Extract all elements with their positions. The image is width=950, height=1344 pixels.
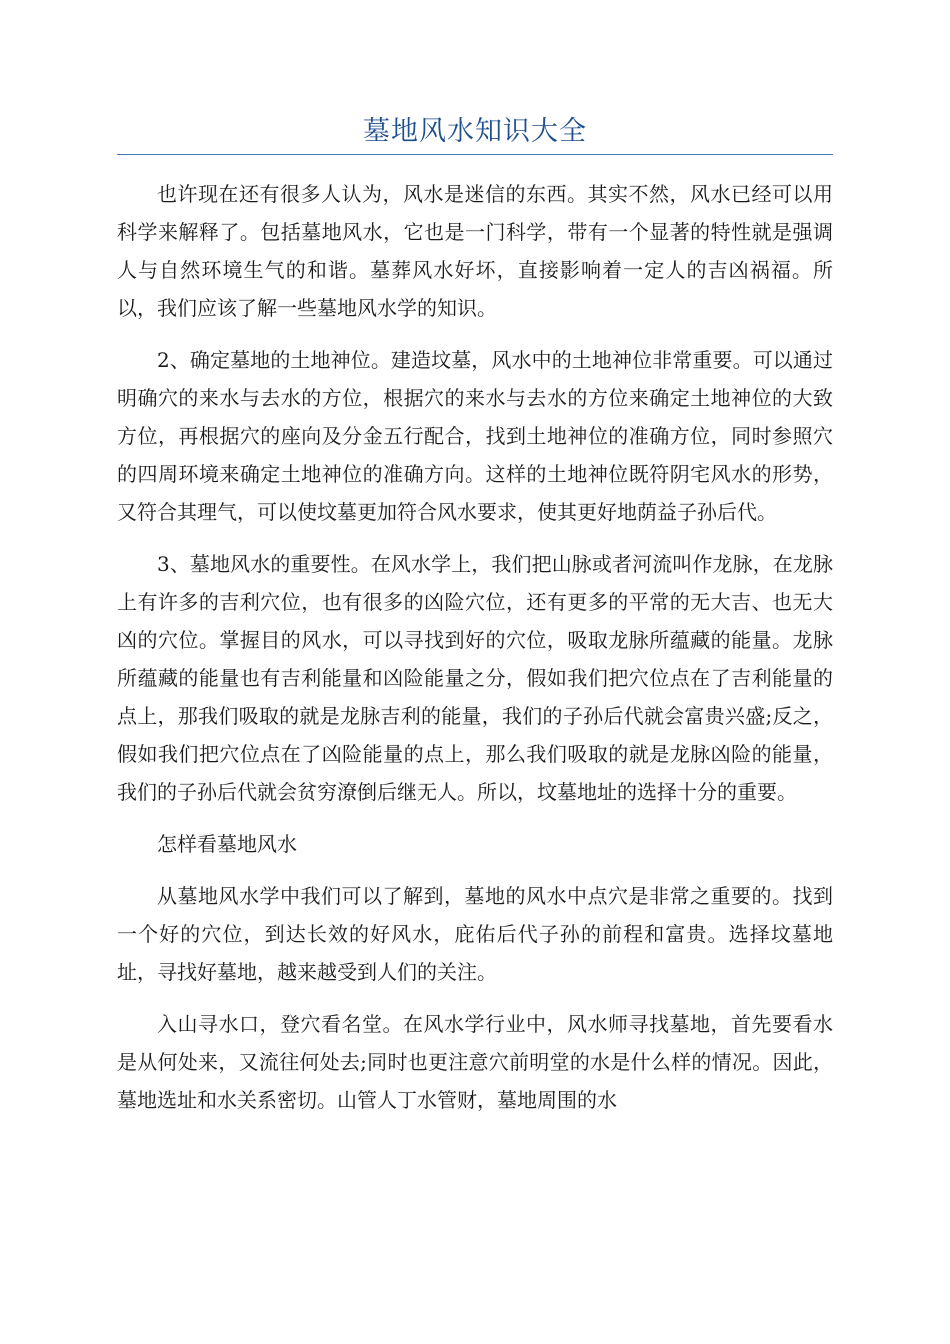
paragraph-water-mouth: 入山寻水口，登穴看名堂。在风水学行业中，风水师寻找墓地，首先要看水是从何处来，又流往何处去;同时也更注意穴前明堂的水是什么样的情况。因此，墓地选址和水关系密切。山管人丁水管财，墓地周围的水 — [117, 1012, 833, 1112]
paragraph-intro: 也许现在还有很多人认为，风水是迷信的东西。其实不然，风水已经可以用科学来解释了。包括墓地风水，它也是一门科学，带有一个显著的特性就是强调人与自然环境生气的和谐。墓葬风水好坏，直接影响着一定人的吉凶祸福。所以，我们应该了解一些墓地风水学的知识。 — [117, 182, 833, 320]
paragraph-importance: 3、墓地风水的重要性。在风水学上，我们把山脉或者河流叫作龙脉，在龙脉上有许多的吉利穴位，也有很多的凶险穴位，还有更多的平常的无大吉、也无大凶的穴位。掌握目的风水，可以寻找到好的穴位，吸取龙脉所蕴藏的能量。龙脉所蕴藏的能量也有吉利能量和凶险能量之分，假如我们把穴位点在了吉利能量的点上，那我们吸取的就是龙脉吉利的能量，我们的子孙后代就会富贵兴盛;反之，假如我们把穴位点在了凶险能量的点上，那么我们吸取的就是龙脉凶险的能量，我们的子孙后代就会贫穷潦倒后继无人。所以，坟墓地址的选择十分的重要。 — [117, 552, 833, 804]
paragraph-acupoint: 从墓地风水学中我们可以了解到，墓地的风水中点穴是非常之重要的。找到一个好的穴位，到达长效的好风水，庇佑后代子孙的前程和富贵。选择坟墓地址，寻找好墓地，越来越受到人们的关注。 — [117, 884, 833, 984]
paragraph-land-god-position: 2、确定墓地的土地神位。建造坟墓，风水中的土地神位非常重要。可以通过明确穴的来水与去水的方位，根据穴的来水与去水的方位来确定土地神位的大致方位，再根据穴的座向及分金五行配合，找到土地神位的准确方位，同时参照穴的四周环境来确定土地神位的准确方向。这样的土地神位既符阴宅风水的形势，又符合其理气，可以使坟墓更加符合风水要求，使其更好地荫益子孙后代。 — [117, 348, 833, 524]
document-title: 墓地风水知识大全 — [363, 116, 587, 147]
document-body — [117, 175, 833, 1133]
section-heading-how-to-view: 怎样看墓地风水 — [157, 832, 297, 856]
title-underline — [117, 154, 833, 155]
